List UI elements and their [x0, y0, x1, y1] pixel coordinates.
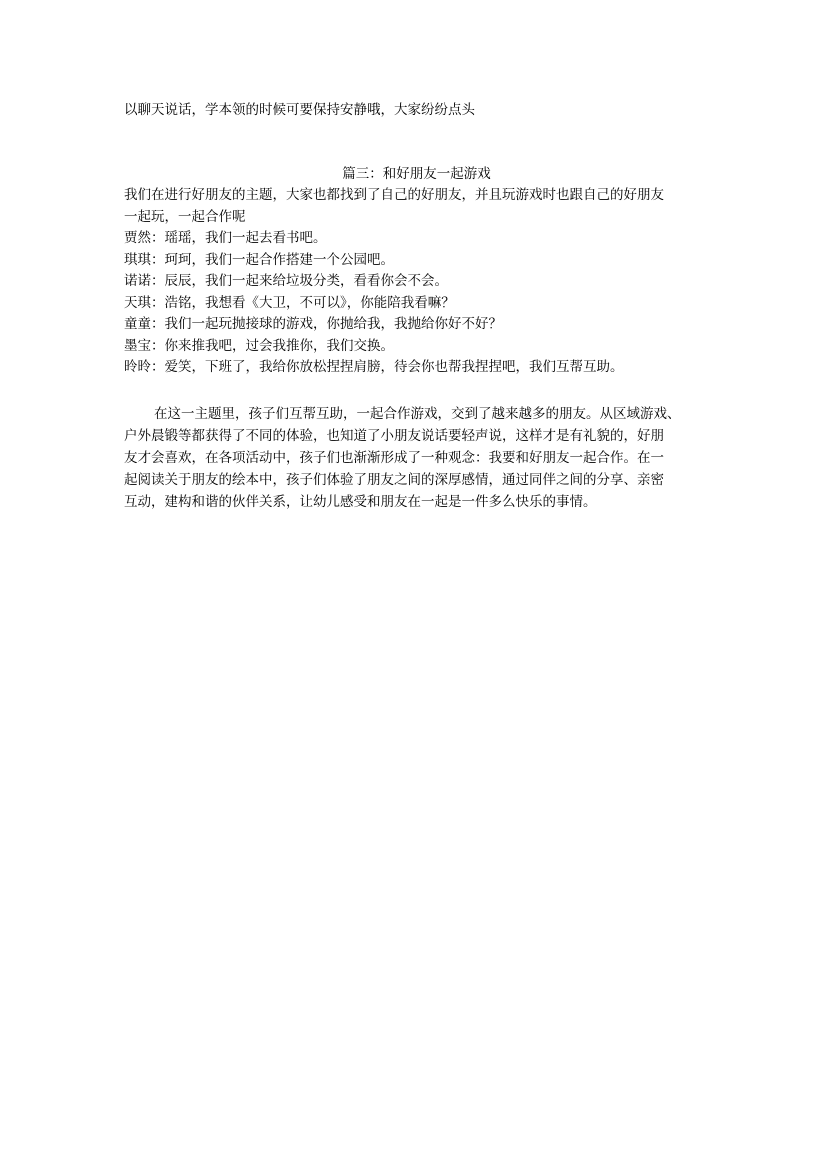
story-block: [124, 185, 714, 379]
intro-block: [124, 100, 709, 122]
summary-line: 起阅读关于朋友的绘本中，孩子们体验了朋友之间的深厚感情，通过同伴之间的分享、亲密: [124, 472, 664, 488]
dialogue-line: 诺诺：辰辰，我们一起来给垃圾分类，看看你会不会。: [124, 273, 448, 289]
summary-line: 互动，建构和谐的伙伴关系，让幼儿感受和朋友在一起是一件多么快乐的事情。: [124, 494, 597, 510]
dialogue-line: 墨宝：你来推我吧，过会我推你，我们交换。: [124, 337, 394, 354]
paragraph-line: 一起玩，一起合作呢: [124, 208, 246, 225]
dialogue-line: 昤昤：爱笑，下班了，我给你放松捏捏肩膀，待会你也帮我捏捏吧，我们互帮互助。: [124, 359, 624, 375]
dialogue-line: 琪琪：珂珂，我们一起合作搭建一个公园吧。: [124, 251, 394, 268]
summary-line: 户外晨锻等都获得了不同的体验，也知道了小朋友说话要轻声说，这样才是有礼貌的，好朋: [124, 428, 664, 444]
paragraph-line: 我们在进行好朋友的主题，大家也都找到了自己的好朋友，并且玩游戏时也跟自己的好朋友: [124, 187, 664, 203]
dialogue-line: 天琪：浩铭，我想看《大卫，不可以》，你能陪我看嘛？: [124, 294, 455, 311]
summary-paragraph: [124, 403, 714, 513]
summary-line: 在这一主题里，孩子们互帮互助，一起合作游戏，交到了越来越多的朋友。从区域游戏、: [154, 406, 681, 422]
dialogue-line: 童童：我们一起玩抛接球的游戏，你抛给我，我抛给你好不好？: [124, 316, 502, 332]
summary-line: 友才会喜欢，在各项活动中，孩子们也渐渐形成了一种观念：我要和好朋友一起合作。在一: [124, 450, 664, 466]
dialogue-line: 贾然：瑶瑶，我们一起去看书吧。: [124, 230, 327, 246]
intro-line: 以聊天说话，学本领的时候可要保持安静哦，大家纷纷点头: [124, 102, 475, 118]
section-title: 篇三：和好朋友一起游戏: [342, 166, 491, 182]
